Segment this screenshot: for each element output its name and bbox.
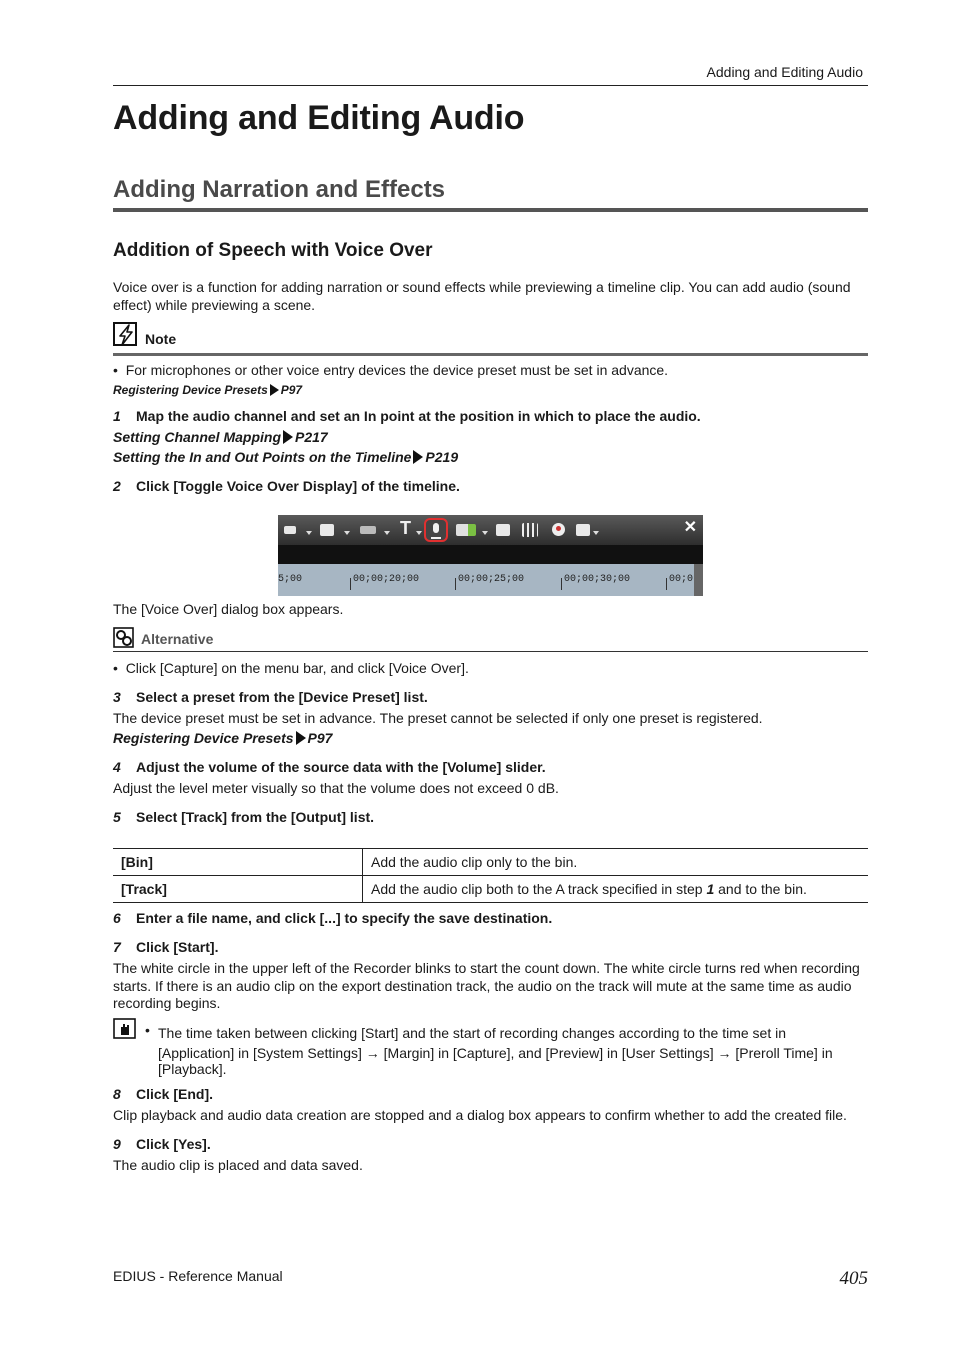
- voice-over-track-area: [278, 545, 703, 564]
- timeline-toolbar: [278, 515, 703, 545]
- chevron-down-icon: [384, 531, 390, 535]
- step-number: 2: [113, 478, 121, 494]
- step-text: Select [Track] from the [Output] list.: [136, 809, 375, 825]
- table-value: Add the audio clip only to the bin.: [363, 849, 869, 876]
- note-link[interactable]: [113, 381, 302, 399]
- scrollbar[interactable]: [694, 564, 703, 596]
- link-icon: [360, 526, 376, 534]
- chevron-down-icon: [482, 531, 488, 535]
- step-number: 4: [113, 759, 121, 775]
- step-reference: 1: [706, 881, 715, 897]
- page-number: 405: [839, 1268, 868, 1289]
- timeline-ruler: [278, 564, 694, 596]
- track-icon: [284, 526, 296, 534]
- step3-link[interactable]: [113, 730, 332, 748]
- step-5: [113, 809, 374, 825]
- step-4: [113, 759, 546, 775]
- step-number: 9: [113, 1136, 121, 1152]
- chevron-down-icon: [416, 531, 422, 535]
- note-bullet: • For microphones or other voice entry devices the device preset must be set in advance.: [113, 362, 669, 378]
- arrow-right-icon: [270, 384, 279, 396]
- note-icon: [113, 322, 139, 348]
- running-header: Adding and Editing Audio: [706, 64, 863, 80]
- intro-paragraph: Voice over is a function for adding narration or sound effects while previewing a timeline clip. You can add audio (sound effect) while previewing a scene.: [113, 279, 851, 313]
- dialog-appears-text: The [Voice Over] dialog box appears.: [113, 601, 344, 617]
- step-text: Adjust the volume of the source data with the [Volume] slider.: [136, 759, 546, 775]
- table-row: [113, 849, 868, 876]
- table-value: Add the audio clip both to the A track specified in step 1 and to the bin.: [363, 876, 869, 903]
- step-9: [113, 1136, 211, 1152]
- step-8: [113, 1086, 213, 1102]
- microphone-icon: [433, 523, 439, 533]
- header-rule: [113, 85, 868, 86]
- alternative-rule: [113, 651, 868, 652]
- step9-body: The audio clip is placed and data saved.: [113, 1157, 363, 1173]
- step-6: [113, 910, 552, 926]
- link-page: P217: [295, 429, 328, 445]
- grid-icon: [496, 524, 510, 536]
- step-text: Select a preset from the [Device Preset] list.: [136, 689, 428, 705]
- page-title: Adding and Editing Audio: [113, 99, 525, 137]
- note-link-page: P97: [280, 383, 303, 397]
- step-1: [113, 408, 701, 424]
- step-number: 8: [113, 1086, 121, 1102]
- step1-link-channel-mapping[interactable]: [113, 429, 328, 447]
- step-number: 3: [113, 689, 121, 705]
- link-page: P97: [307, 730, 333, 746]
- step-2: [113, 478, 460, 494]
- arrow-right-icon: [296, 731, 306, 745]
- table-key: [Track]: [113, 876, 363, 903]
- step7-body: The white circle in the upper left of the Recorder blinks to start the count down. The white circle turns red when recording starts. If there is an audio clip on the export destination track, the audio on the track will mute at the same time as audio recording begins.: [113, 960, 860, 1011]
- mixer-icon: [522, 523, 538, 537]
- step3-body: The device preset must be set in advance. The preset cannot be selected if only one preset is registered.: [113, 710, 763, 726]
- tip-bullet: •: [145, 1022, 150, 1038]
- tip-text: The time taken between clicking [Start] and the start of recording changes according to the time set in [Application] in [System Settings] → [Margin] in [Capture], and [Preview] in [User Settings] → [Preroll Time] in [Playback].: [158, 1025, 833, 1077]
- step-3: [113, 689, 428, 705]
- close-icon[interactable]: ✕: [683, 519, 697, 536]
- note-label: Note: [145, 331, 177, 347]
- chevron-down-icon: [306, 531, 312, 535]
- footer-manual-name: EDIUS - Reference Manual: [113, 1268, 283, 1284]
- note-link-text: Registering Device Presets: [113, 383, 268, 397]
- step-text: Map the audio channel and set an In point at the position in which to place the audio.: [136, 408, 701, 424]
- section-rule: [113, 208, 868, 212]
- link-page: P219: [425, 449, 459, 465]
- step-number: 1: [113, 408, 121, 424]
- step8-body: Clip playback and audio data creation are stopped and a dialog box appears to confirm whether to add the created file.: [113, 1107, 847, 1123]
- table-row: [113, 876, 868, 903]
- arrow-right-icon: [413, 450, 423, 464]
- window-icon: [576, 524, 590, 536]
- note-bullet-text: For microphones or other voice entry devices the device preset must be set in advance.: [125, 362, 669, 378]
- step-text: Enter a file name, and click [...] to specify the save destination.: [136, 910, 553, 926]
- step-number: 6: [113, 910, 121, 926]
- ripple-icon: [320, 524, 334, 536]
- arrow-right-icon: [283, 430, 293, 444]
- marker-icon: [552, 523, 565, 536]
- subsection-heading: Addition of Speech with Voice Over: [113, 240, 433, 261]
- step-text: Click [Start].: [136, 939, 219, 955]
- voice-over-button[interactable]: [424, 518, 448, 542]
- alternative-label: Alternative: [141, 631, 214, 647]
- section-heading: Adding Narration and Effects: [113, 176, 446, 203]
- timecode: 00;00;30;00: [564, 574, 631, 585]
- step-text: Click [Toggle Voice Over Display] of the timeline.: [136, 478, 460, 494]
- step-number: 5: [113, 809, 121, 825]
- step-7: [113, 939, 218, 955]
- step1-link-in-out-points[interactable]: [113, 449, 458, 467]
- output-options-table: [113, 848, 868, 903]
- timecode: 5;00: [278, 574, 303, 585]
- alternative-icon: [113, 627, 135, 649]
- link-text: Setting Channel Mapping: [113, 429, 281, 445]
- timecode: 00;00;20;00: [353, 574, 420, 585]
- step-number: 7: [113, 939, 121, 955]
- alternative-bullet: • Click [Capture] on the menu bar, and click [Voice Over].: [113, 660, 469, 676]
- alternative-bullet-text: Click [Capture] on the menu bar, and click [Voice Over].: [125, 660, 469, 676]
- chevron-down-icon: [593, 531, 599, 535]
- timeline-toolbar-screenshot: [278, 515, 703, 596]
- table-key: [Bin]: [113, 849, 363, 876]
- link-text: Registering Device Presets: [113, 730, 294, 746]
- title-icon: T: [400, 518, 411, 538]
- sync-icon: [456, 524, 476, 536]
- timecode: 00;00;25;00: [458, 574, 525, 585]
- timecode: 00;0: [669, 574, 694, 585]
- chevron-down-icon: [344, 531, 350, 535]
- step-text: Click [End].: [136, 1086, 214, 1102]
- note-rule: [113, 353, 868, 356]
- tip-icon: [113, 1018, 137, 1040]
- step4-body: Adjust the level meter visually so that the volume does not exceed 0 dB.: [113, 780, 559, 796]
- link-text: Setting the In and Out Points on the Timeline: [113, 449, 412, 465]
- step-text: Click [Yes].: [136, 1136, 211, 1152]
